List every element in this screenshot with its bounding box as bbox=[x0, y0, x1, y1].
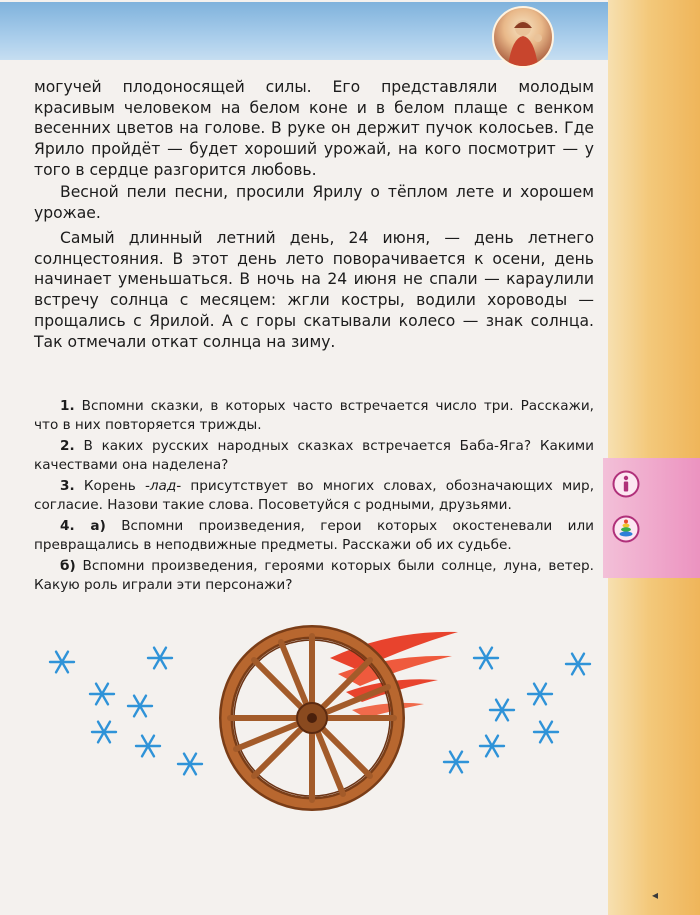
snowflake-icon bbox=[528, 684, 552, 705]
question-text: присутствует во многих словах, обозначающих мир, согласие. Назови такие слова. Посоветуйся с родными, друзьями. bbox=[34, 478, 595, 513]
snowflake-icon bbox=[534, 722, 558, 743]
question-1 bbox=[34, 397, 594, 434]
snowflake-icon bbox=[128, 696, 152, 717]
snowflake-icon bbox=[480, 736, 504, 757]
snowflake-icon bbox=[92, 722, 116, 743]
toy-pyramid-icon bbox=[612, 515, 640, 543]
question-text: Вспомни сказки, в которых часто встречается число три. Расскажи, что в них повторяется трижды. bbox=[34, 398, 594, 433]
wheel-icon bbox=[226, 632, 398, 804]
questions-block bbox=[34, 397, 594, 597]
question-text-pre: Корень bbox=[83, 478, 145, 494]
snowflake-icon bbox=[444, 752, 468, 773]
question-2 bbox=[34, 437, 594, 474]
paragraph-yarilo: могучей плодоносящей силы. Его представляли молодым красивым человеком на белом коне и в белом плаще с венком весенних цветов на голове. В руке он держит пучок колосьев. Где Ярило пройдёт — будет хороший урожай, на кого посмотрит — у того в сердце разгорится любовь. bbox=[34, 78, 594, 179]
page-corner-mark: ◂ bbox=[652, 888, 659, 902]
question-text: Вспомни произведения, герои которых окостеневали или превращались в неподвижные предметы. Расскажи об их судьбе. bbox=[34, 518, 594, 553]
snowflake-icon bbox=[178, 754, 202, 775]
snowflake-icon bbox=[566, 654, 590, 675]
question-number: б) bbox=[60, 558, 76, 574]
question-text: В каких русских народных сказках встречается Баба-Яга? Какими качествами она наделена? bbox=[34, 438, 595, 473]
snowflake-icon bbox=[148, 648, 172, 669]
question-4a bbox=[34, 517, 594, 554]
snowflake-icon bbox=[50, 652, 74, 673]
question-number: 2. bbox=[60, 438, 75, 454]
header-medallion-image bbox=[492, 6, 554, 68]
snowflake-icon bbox=[490, 700, 514, 721]
question-4b bbox=[34, 557, 594, 594]
paragraph-spring: Весной пели песни, просили Ярилу о тёплом лете и хорошем урожае. bbox=[34, 183, 594, 222]
snowflake-icon bbox=[474, 648, 498, 669]
question-number: 3. bbox=[60, 478, 75, 494]
root-lad: -лад- bbox=[144, 478, 182, 494]
question-number: 4. а) bbox=[60, 518, 106, 534]
question-text: Вспомни произведения, героями которых были солнце, луна, ветер. Какую роль играли эти персонажи? bbox=[34, 558, 594, 593]
question-number: 1. bbox=[60, 398, 75, 414]
snowflake-icon bbox=[90, 684, 114, 705]
question-3 bbox=[34, 477, 594, 514]
rolling-wheel-illustration bbox=[40, 610, 600, 825]
snowflake-icon bbox=[136, 736, 160, 757]
info-i-icon bbox=[612, 470, 640, 498]
paragraph-solstice: Самый длинный летний день, 24 июня, — день летнего солнцестояния. В этот день лето поворачивается к осени, день начинает уменьшаться. В ночь на 24 июня не спали — караулили встречу солнца с месяцем: жгли костры, водили хороводы — прощались с Ярилой. А с горы скатывали колесо — знак солнца. Так отмечали откат солнца на зиму. bbox=[34, 229, 594, 351]
